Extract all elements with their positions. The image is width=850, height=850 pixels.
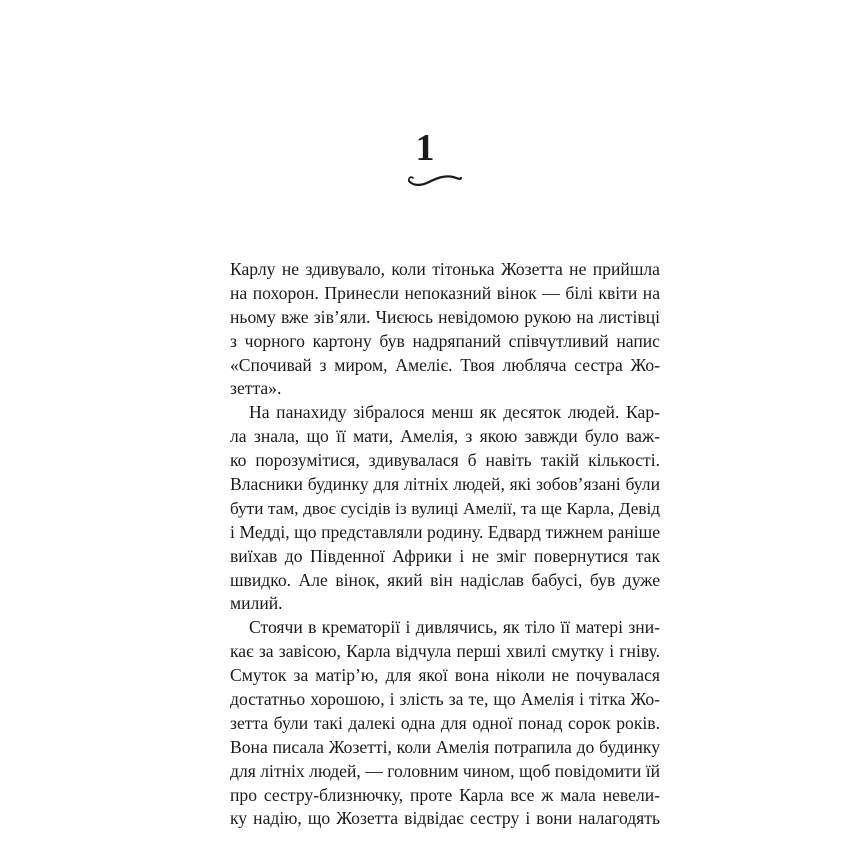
text-line: Вона писала Жозетті, коли Амелія потрапила до будинку [230,736,660,757]
text-line: достатньо хорошою, і злість за те, що Амелія і тітка Жо- [230,689,660,710]
text-line: на похорон. Принесли непоказний вінок — білі квіти на [230,282,660,303]
text-line: зетта». [230,378,282,399]
text-line: Стоячи в крематорії і дивлячись, як тіло її матері зни- [249,617,660,638]
paragraph-1 [230,258,660,401]
text-line: «Спочивай з миром, Амеліє. Твоя любляча сестра Жо- [230,354,660,375]
text-line: кає за завісою, Карла відчула перші хвилі смутку і гніву. [230,641,660,662]
text-line: ку надію, що Жозетта відвідає сестру і вони налагодять [230,808,660,829]
text-line: і Медді, що представляли родину. Едвард тижнем раніше [230,521,660,542]
text-line: Смуток за матір’ю, для якої вона ніколи не почувалася [230,665,660,686]
text-line: Карлу не здивувало, коли тітонька Жозетта не прийшла [230,259,660,279]
chapter-number: 1 [415,127,435,169]
swash-ornament-icon [405,168,465,190]
text-line: про сестру-близнючку, проте Карла все ж мала невели- [230,784,660,805]
text-line: ла знала, що її мати, Амелія, з якою завжди було важ- [230,426,660,447]
text-line: швидко. Але вінок, який він надіслав бабусі, був дуже [230,569,660,590]
text-line: На панахиду зібралося менш як десяток людей. Кар- [249,402,660,423]
text-line: милий. [230,593,283,614]
text-line: ко порозумітися, здивувалася б навіть такій кількості. [230,450,660,471]
paragraph-3 [230,616,660,831]
text-line: для літніх людей, — головним чином, щоб повідомити їй [230,760,660,781]
text-line: ньому вже зів’яли. Чиєюсь невідомою рукою на листівці [230,306,660,327]
text-line: бути там, двоє сусідів із вулиці Амелії, та ще Карла, Девід [230,498,660,518]
text-line: Власники будинку для літніх людей, які зобов’язані були [230,474,660,495]
text-line: виїхав до Південної Африки і не зміг повернутися так [230,545,660,566]
text-line: з чорного картону був надряпаний співчутливий напис [230,330,660,351]
chapter-text [230,258,660,831]
paragraph-2 [230,401,660,616]
text-line: зетта були такі далекі одна для одної понад сорок років. [230,712,660,733]
